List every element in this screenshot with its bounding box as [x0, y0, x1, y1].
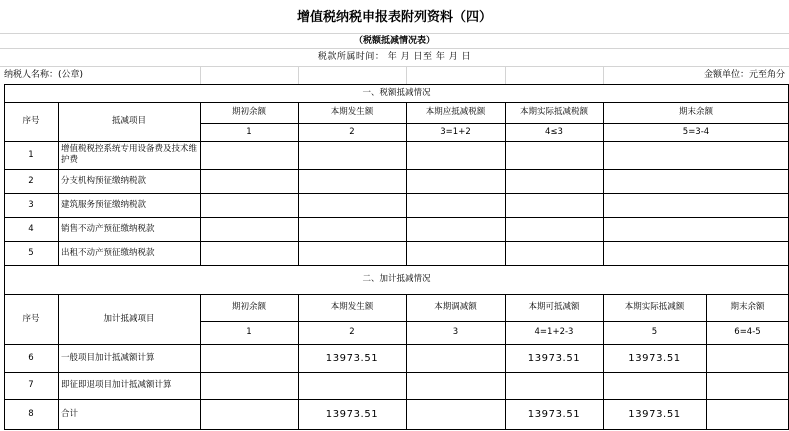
section-title: 一、税额抵减情况: [362, 87, 431, 98]
grid-line: [505, 66, 506, 84]
deductible-value: 13973.51: [527, 352, 581, 364]
section-title: 二、加计抵减情况: [362, 274, 431, 284]
row-item: 即征即退项目加计抵减额计算: [61, 380, 172, 390]
column-header-seq: 序号: [22, 313, 40, 324]
column-header-opening-balance: 期初余额: [231, 107, 266, 117]
current-amount-value: 13973.51: [325, 408, 379, 420]
column-header-deductible-tax: 本期应抵减税额: [425, 107, 486, 117]
column-header-seq: 序号: [22, 116, 40, 126]
form-subtitle: （税额抵减情况表）: [353, 36, 435, 46]
row-seq: 2: [28, 175, 34, 186]
column-header-deductible: 本期可抵减额: [528, 302, 580, 312]
column-code: 1: [246, 327, 252, 337]
amount-unit-label: 金额单位：元至角分: [703, 70, 785, 80]
tax-period: 税款所属时间： 年 月 日至 年 月 日: [317, 52, 472, 62]
column-header-item: 加计抵减项目: [103, 313, 155, 324]
row-item: 一般项目加计抵减额计算: [61, 352, 155, 363]
column-code: 5: [651, 327, 658, 337]
column-code: 6=4-5: [734, 327, 761, 337]
current-amount-value: 13973.51: [325, 352, 379, 364]
row-item: 增值税税控系统专用设备费及技术维护费: [61, 144, 198, 165]
row-seq: 5: [28, 247, 34, 258]
table-line: [4, 429, 789, 430]
row-item: 销售不动产预征缴纳税款: [61, 223, 155, 234]
column-header-item: 抵减项目: [111, 116, 146, 126]
column-header-actual-deduction: 本期实际抵减税额: [519, 107, 588, 117]
column-code: 3=1+2: [440, 126, 471, 137]
column-header-actual-deduction: 本期实际抵减额: [624, 302, 685, 312]
row-seq: 1: [28, 149, 34, 160]
column-code: 1: [246, 126, 252, 137]
column-header-adjustment: 本期调减额: [434, 302, 477, 312]
taxpayer-name-label: 纳税人名称：(公章): [4, 70, 84, 80]
column-header-closing-balance: 期末余额: [678, 107, 713, 117]
column-code: 2: [349, 126, 355, 137]
column-header-closing-balance: 期末余额: [730, 302, 765, 312]
row-item: 分支机构预征缴纳税款: [61, 175, 147, 186]
column-header-opening-balance: 期初余额: [231, 302, 266, 312]
column-code: 5=3-4: [682, 126, 710, 137]
column-code: 2: [349, 327, 355, 337]
row-seq: 7: [28, 380, 34, 390]
row-item: 建筑服务预征缴纳税款: [61, 199, 147, 210]
form-title: 增值税纳税申报表附列资料（四）: [296, 10, 492, 25]
grid-line: [406, 66, 407, 84]
column-header-current-amount: 本期发生额: [330, 107, 374, 117]
column-header-current-amount: 本期发生额: [330, 302, 374, 312]
row-seq: 4: [28, 223, 34, 234]
row-seq: 3: [28, 199, 34, 210]
column-code: 4=1+2-3: [534, 327, 574, 337]
deductible-value: 13973.51: [527, 408, 581, 420]
row-item: 出租不动产预征缴纳税款: [61, 247, 155, 258]
actual-deduction-value: 13973.51: [628, 352, 681, 364]
row-seq: 6: [28, 352, 34, 363]
column-code: 4≤3: [545, 126, 563, 137]
row-item: 合计: [61, 408, 79, 419]
column-code: 3: [452, 327, 459, 337]
row-seq: 8: [28, 408, 34, 419]
actual-deduction-value: 13973.51: [628, 408, 681, 420]
